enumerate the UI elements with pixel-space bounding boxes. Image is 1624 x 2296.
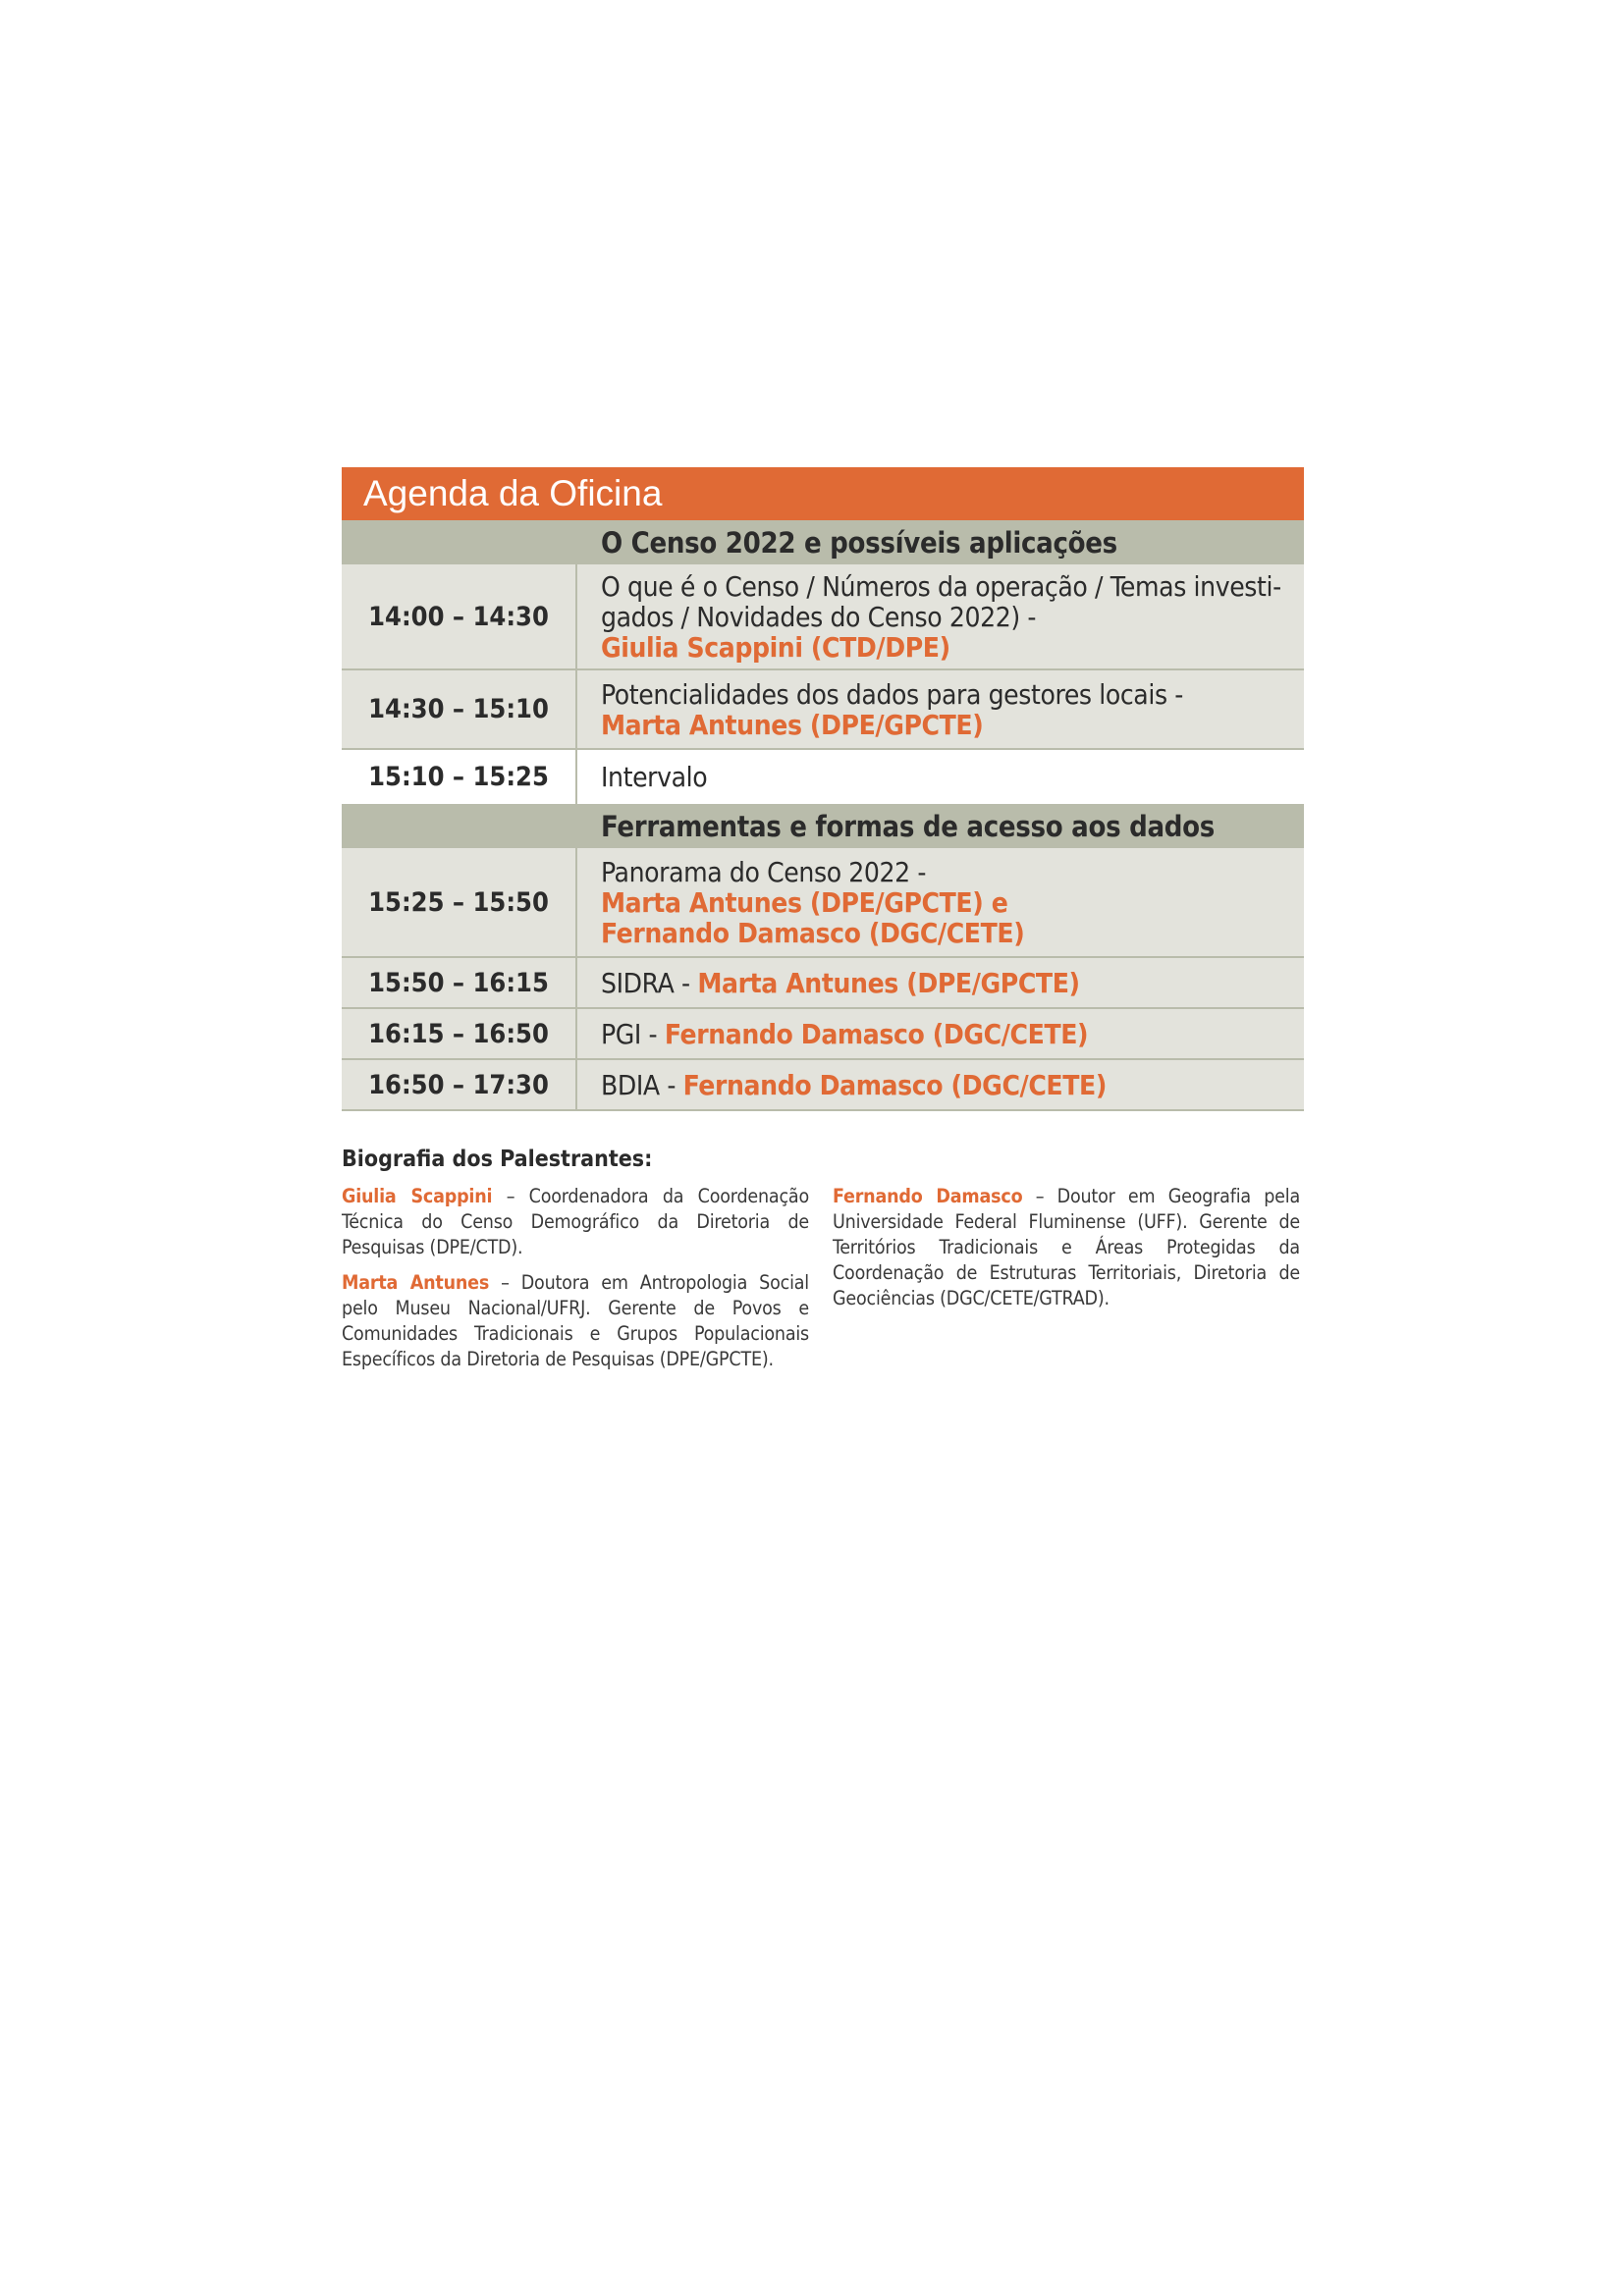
session-description: [577, 1060, 1304, 1109]
agenda-row-4: [342, 848, 1304, 958]
bio-column-right: [833, 1184, 1300, 1321]
time-slot: 15:10 – 15:25: [342, 750, 577, 804]
session-text: BDIA -: [601, 1068, 683, 1101]
section-header-censo: [342, 520, 1304, 564]
session-description: [577, 848, 1304, 956]
speaker-name: Marta Antunes (DPE/GPCTE): [601, 708, 984, 741]
time-slot: 16:50 – 17:30: [342, 1060, 577, 1109]
time-slot: 15:50 – 16:15: [342, 958, 577, 1007]
speaker-name: Marta Antunes (DPE/GPCTE) e: [601, 885, 1008, 919]
time-slot: 16:15 – 16:50: [342, 1009, 577, 1058]
bio-text: – Coordenadora da Coordenação Técnica do Censo Demográfico da Diretoria de Pesquisas (DPE/CTD).: [342, 1185, 809, 1258]
session-text: SIDRA -: [601, 966, 698, 999]
session-text: PGI -: [601, 1017, 665, 1050]
bio-name: Marta Antunes: [342, 1271, 490, 1294]
session-text: Panorama do Censo 2022 -: [601, 855, 927, 888]
agenda-row-6: [342, 1009, 1304, 1060]
time-slot: 14:30 – 15:10: [342, 670, 577, 748]
agenda-row-5: [342, 958, 1304, 1009]
session-description: [577, 1009, 1304, 1058]
bio-entry: [833, 1184, 1300, 1311]
speaker-name: Giulia Scappini (CTD/DPE): [601, 630, 950, 664]
section-label: O Censo 2022 e possíveis aplicações: [601, 525, 1117, 560]
agenda-row-7: [342, 1060, 1304, 1111]
bio-entry: [342, 1184, 809, 1260]
session-text: gados / Novidades do Censo 2022) -: [601, 600, 1037, 633]
session-description: [577, 750, 1304, 804]
bio-text: – Doutor em Geografia pela Universidade Federal Fluminense (UFF). Gerente de Territórios Tradicionais e Áreas Protegidas da Coordenação de Estruturas Territoriais, Diretoria de Geociências (DGC/CETE/GTRAD).: [833, 1185, 1300, 1309]
agenda-row-1: [342, 564, 1304, 670]
agenda-row-break: [342, 750, 1304, 804]
speaker-name: Fernando Damasco (DGC/CETE): [664, 1017, 1089, 1050]
bio-name: Fernando Damasco: [833, 1185, 1023, 1207]
bio-heading: Biografia dos Palestrantes:: [342, 1147, 653, 1172]
section-label: Ferramentas e formas de acesso aos dados: [601, 809, 1216, 843]
agenda-row-2: [342, 670, 1304, 750]
agenda-table: [342, 467, 1304, 1111]
session-line: [601, 1019, 1304, 1049]
bio-text: – Doutora em Antropologia Social pelo Museu Nacional/UFRJ. Gerente de Povos e Comunidades Tradicionais e Grupos Populacionais Específicos da Diretoria de Pesquisas (DPE/GPCTE).: [342, 1271, 809, 1370]
session-text: Intervalo: [601, 761, 708, 793]
session-description: [577, 670, 1304, 748]
time-slot: 14:00 – 14:30: [342, 564, 577, 668]
session-text: Potencialidades dos dados para gestores locais -: [601, 677, 1183, 711]
session-line: [601, 1070, 1304, 1100]
time-slot: 15:25 – 15:50: [342, 848, 577, 956]
bio-entry: [342, 1270, 809, 1372]
speaker-name: Fernando Damasco (DGC/CETE): [682, 1068, 1107, 1101]
session-text: O que é o Censo / Números da operação / Temas investi-: [601, 569, 1281, 603]
session-description: [577, 958, 1304, 1007]
speaker-name: Marta Antunes (DPE/GPCTE): [697, 966, 1080, 999]
bio-column-left: [342, 1184, 809, 1382]
section-header-ferramentas: [342, 804, 1304, 848]
agenda-title: Agenda da Oficina: [342, 467, 1304, 520]
session-description: [577, 564, 1304, 668]
bio-name: Giulia Scappini: [342, 1185, 493, 1207]
speaker-name: Fernando Damasco (DGC/CETE): [601, 916, 1025, 949]
session-line: [601, 968, 1304, 998]
